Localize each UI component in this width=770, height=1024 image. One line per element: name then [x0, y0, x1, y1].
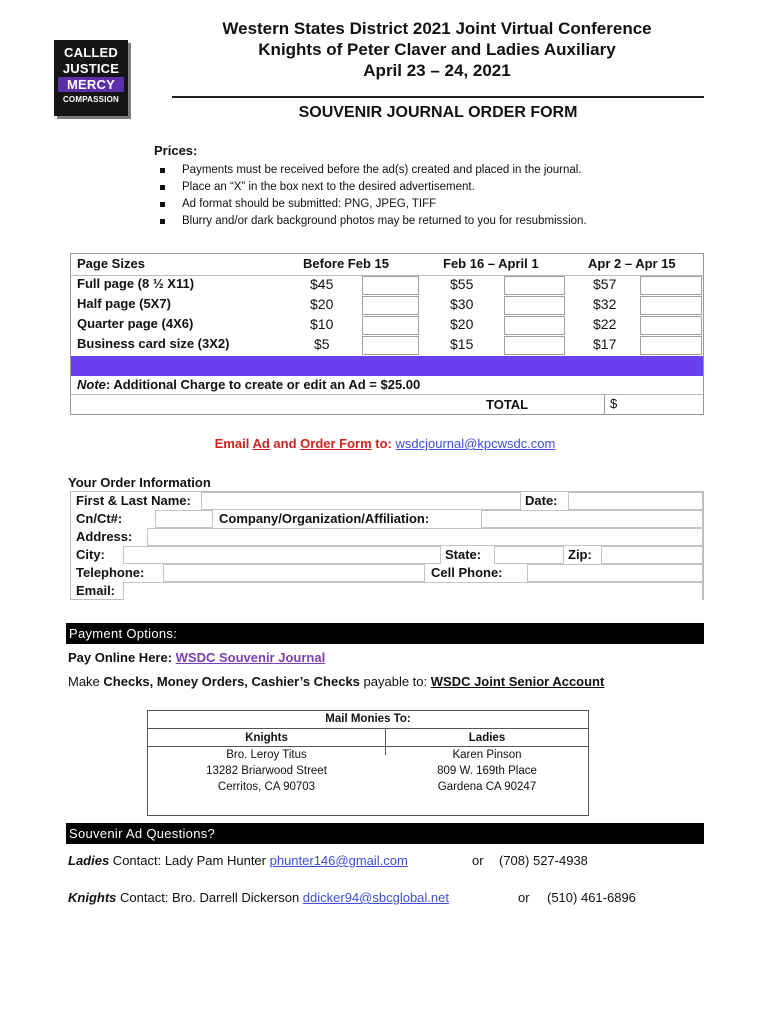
journal-email-link[interactable]: wsdcjournal@kpcwsdc.com: [395, 436, 556, 451]
bullet-icon: [160, 202, 165, 207]
cn-ct-input[interactable]: [155, 510, 213, 528]
bullet-icon: [160, 185, 165, 190]
additional-charge-note: Note: Additional Charge to create or edit an Ad = $25.00: [77, 377, 421, 392]
bullet-icon: [160, 168, 165, 173]
mail-monies-table: [147, 710, 589, 816]
mail-monies-title: Mail Monies To:: [325, 713, 411, 725]
order-info-form: [70, 491, 704, 600]
checkbox-full-before-feb15[interactable]: [362, 276, 419, 295]
price-bullet: Payments must be received before the ad(s) created and placed in the journal.: [160, 162, 587, 179]
prices-label: Prices:: [154, 143, 198, 158]
ladies-or: or: [472, 853, 484, 868]
checkbox-business-apr2-apr15[interactable]: [640, 336, 702, 355]
date-input[interactable]: [568, 492, 703, 510]
price-apr2-apr15: $32: [593, 296, 617, 312]
header-divider: [172, 96, 704, 98]
checkbox-business-feb16-apr1[interactable]: [504, 336, 565, 355]
size-label: Quarter page (4X6): [77, 316, 194, 331]
checkbox-full-apr2-apr15[interactable]: [640, 276, 702, 295]
size-label: Half page (5X7): [77, 296, 171, 311]
header-title-line-1: Western States District 2021 Joint Virtual Conference: [222, 19, 652, 38]
first-last-name-input[interactable]: [201, 492, 521, 510]
conference-logo: [54, 40, 128, 116]
header-feb16-apr1: Feb 16 – April 1: [443, 256, 539, 271]
checkbox-quarter-before-feb15[interactable]: [362, 316, 419, 335]
price-table: [70, 253, 704, 415]
address-label: Address:: [76, 529, 133, 544]
city-input[interactable]: [123, 546, 441, 564]
price-apr2-apr15: $22: [593, 316, 617, 332]
price-apr2-apr15: $57: [593, 276, 617, 292]
header-title-line-2: Knights of Peter Claver and Ladies Auxiliary: [258, 40, 616, 59]
header-before-feb15: Before Feb 15: [303, 256, 389, 271]
price-row-business-card: [71, 336, 703, 356]
checkbox-half-before-feb15[interactable]: [362, 296, 419, 315]
pay-online-line: Pay Online Here: WSDC Souvenir Journal: [68, 650, 326, 665]
header-apr2-apr15: Apr 2 – Apr 15: [588, 256, 676, 271]
logo-line-3: MERCY: [58, 77, 124, 92]
bullet-icon: [160, 219, 165, 224]
ad-questions-bar: Souvenir Ad Questions?: [66, 823, 704, 844]
price-bullet: Ad format should be submitted: PNG, JPEG, TIFF: [160, 196, 587, 213]
checkbox-business-before-feb15[interactable]: [362, 336, 419, 355]
size-label: Full page (8 ½ X11): [77, 276, 195, 291]
knights-contact-email-link[interactable]: ddicker94@sbcglobal.net: [302, 890, 449, 905]
knights-contact-phone: (510) 461-6896: [547, 890, 636, 905]
ladies-contact-line: Ladies Contact: Lady Pam Hunter phunter146@gmail.com: [68, 853, 408, 868]
telephone-label: Telephone:: [76, 565, 145, 580]
ladies-header: Ladies: [468, 732, 506, 744]
total-label: TOTAL: [486, 397, 529, 412]
price-table-header: [71, 256, 703, 276]
knights-recipient: Bro. Leroy Titus: [148, 746, 385, 763]
payment-options-bar: Payment Options:: [66, 623, 704, 644]
email-instructions: Email Ad and Order Form to: wsdcjournal@kpcwsdc.com: [214, 436, 556, 451]
zip-input[interactable]: [601, 546, 703, 564]
table-divider: [148, 728, 588, 729]
email-label: Email:: [76, 583, 116, 598]
state-label: State:: [445, 547, 482, 562]
price-before-feb15: $10: [310, 316, 334, 332]
telephone-input[interactable]: [163, 564, 425, 582]
order-info-title: Your Order Information: [68, 475, 211, 490]
cell-phone-label: Cell Phone:: [431, 565, 503, 580]
price-row-full: [71, 276, 703, 296]
price-row-quarter: [71, 316, 703, 336]
first-last-name-label: First & Last Name:: [76, 493, 191, 508]
logo-line-1: CALLED: [64, 45, 118, 60]
price-feb16-apr1: $15: [450, 336, 474, 352]
checkbox-quarter-apr2-apr15[interactable]: [640, 316, 702, 335]
ladies-street: 809 W. 169th Place: [437, 765, 537, 777]
knights-or: or: [518, 890, 530, 905]
pay-online-link[interactable]: WSDC Souvenir Journal: [175, 650, 326, 665]
price-feb16-apr1: $20: [450, 316, 474, 332]
price-feb16-apr1: $55: [450, 276, 474, 292]
check-payable-line: Make Checks, Money Orders, Cashier’s Checks payable to: WSDC Joint Senior Account: [68, 674, 605, 689]
price-feb16-apr1: $30: [450, 296, 474, 312]
date-label: Date:: [525, 493, 558, 508]
checkbox-half-feb16-apr1[interactable]: [504, 296, 565, 315]
knights-city: Cerritos, CA 90703: [217, 781, 316, 793]
company-input[interactable]: [481, 510, 703, 528]
ladies-recipient: Karen Pinson: [386, 746, 588, 763]
total-amount-field[interactable]: $: [604, 394, 703, 414]
price-bullet: Place an “X” in the box next to the desired advertisement.: [160, 179, 587, 196]
knights-header: Knights: [245, 732, 288, 744]
price-before-feb15: $20: [310, 296, 334, 312]
address-input[interactable]: [147, 528, 703, 546]
city-label: City:: [76, 547, 105, 562]
state-input[interactable]: [494, 546, 564, 564]
checkbox-half-apr2-apr15[interactable]: [640, 296, 702, 315]
price-bullet: Blurry and/or dark background photos may be returned to you for resubmission.: [160, 213, 587, 230]
header-title-line-3: April 23 – 24, 2021: [363, 61, 511, 80]
logo-line-2: JUSTICE: [62, 61, 120, 76]
ladies-contact-phone: (708) 527-4938: [499, 853, 588, 868]
knights-contact-line: Knights Contact: Bro. Darrell Dickerson ddicker94@sbcglobal.net: [68, 890, 449, 905]
knights-address: [148, 730, 385, 795]
price-before-feb15: $5: [314, 336, 330, 352]
ladies-address: [386, 730, 588, 795]
cell-phone-input[interactable]: [527, 564, 703, 582]
prices-list: [160, 162, 587, 230]
header-page-sizes: Page Sizes: [77, 256, 145, 271]
price-row-half: [71, 296, 703, 316]
company-label: Company/Organization/Affiliation:: [219, 511, 430, 526]
logo-line-4: COMPASSION: [62, 95, 120, 104]
price-apr2-apr15: $17: [593, 336, 617, 352]
price-before-feb15: $45: [310, 276, 334, 292]
checkbox-full-feb16-apr1[interactable]: [504, 276, 565, 295]
ladies-contact-email-link[interactable]: phunter146@gmail.com: [269, 853, 408, 868]
form-title: SOUVENIR JOURNAL ORDER FORM: [298, 104, 578, 121]
purple-band: [71, 356, 703, 376]
checkbox-quarter-feb16-apr1[interactable]: [504, 316, 565, 335]
size-label: Business card size (3X2): [77, 336, 230, 351]
email-input[interactable]: [123, 582, 703, 600]
knights-street: 13282 Briarwood Street: [206, 765, 327, 777]
document-header: [170, 18, 704, 81]
ladies-city: Gardena CA 90247: [437, 781, 537, 793]
cn-ct-label: Cn/Ct#:: [76, 511, 123, 526]
zip-label: Zip:: [568, 547, 592, 562]
